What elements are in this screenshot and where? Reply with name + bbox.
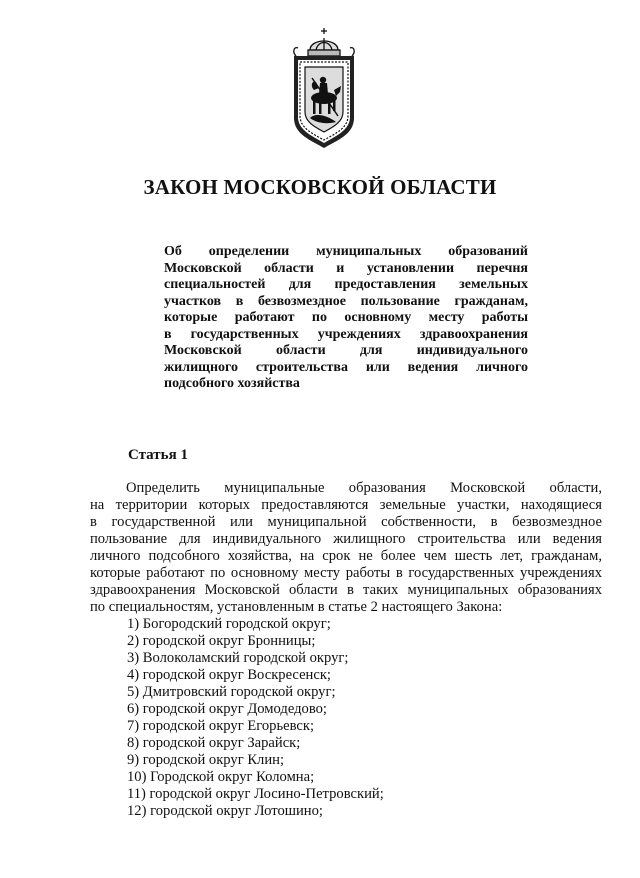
subject-line: в государственных учреждениях здравоохранения: [164, 326, 528, 342]
list-item: 8) городской округ Зарайск;: [127, 735, 301, 751]
subject-line: подсобного хозяйства: [164, 376, 300, 391]
list-item: 9) городской округ Клин;: [127, 752, 285, 768]
list-item: 3) Волоколамский городской округ;: [127, 650, 349, 666]
article-title: Статья 1: [128, 447, 188, 463]
list-item: 11) городской округ Лосино-Петровский;: [127, 786, 384, 802]
paragraph-line: по специальностям, установленным в статье 2 настоящего Закона:: [90, 599, 503, 615]
paragraph-line: Определить муниципальные образования Московской области,: [126, 480, 602, 496]
subject-line: Об определении муниципальных образований: [164, 244, 528, 259]
list-item: 4) городской округ Воскресенск;: [127, 667, 331, 683]
article-paragraph: [90, 480, 602, 616]
municipality-list: [127, 616, 384, 820]
subject-line: Московской области для индивидуального: [164, 343, 528, 358]
list-item: 2) городской округ Бронницы;: [127, 633, 316, 649]
paragraph-line: которые работают по основному месту работы в государственных учреждениях: [90, 565, 602, 581]
law-title: ЗАКОН МОСКОВСКОЙ ОБЛАСТИ: [143, 175, 497, 199]
subject-line: участков в безвозмездное пользование гражданам,: [164, 293, 528, 309]
list-item: 6) городской округ Домодедово;: [127, 701, 327, 717]
list-item: 10) Городской округ Коломна;: [127, 769, 315, 785]
list-item: 1) Богородский городской округ;: [127, 616, 331, 632]
paragraph-line: личного подсобного хозяйства, на срок не более чем шесть лет, гражданам,: [90, 548, 602, 564]
paragraph-line: здравоохранения Московской области в таких муниципальных образованиях: [90, 582, 602, 598]
list-item: 7) городской округ Егорьевск;: [127, 718, 315, 734]
paragraph-line: на территории которых предоставляются земельные участки, находящиеся: [90, 497, 602, 513]
subject-line: жилищного строительства или ведения личного: [164, 359, 528, 375]
paragraph-line: пользование для индивидуального жилищного строительства или ведения: [90, 531, 602, 547]
list-item: 5) Дмитровский городской округ;: [127, 684, 336, 700]
subject-line: Московской области и установлении перечня: [164, 260, 528, 276]
subject-line: специальностей для предоставления земельных: [164, 277, 528, 292]
subject-line: которые работают по основному месту работы: [164, 310, 528, 325]
law-subject: [164, 244, 528, 393]
coat-of-arms-icon: [288, 26, 360, 152]
list-item: 12) городской округ Лотошино;: [127, 803, 323, 819]
paragraph-line: в государственной или муниципальной собственности, в безвозмездное: [90, 514, 602, 530]
